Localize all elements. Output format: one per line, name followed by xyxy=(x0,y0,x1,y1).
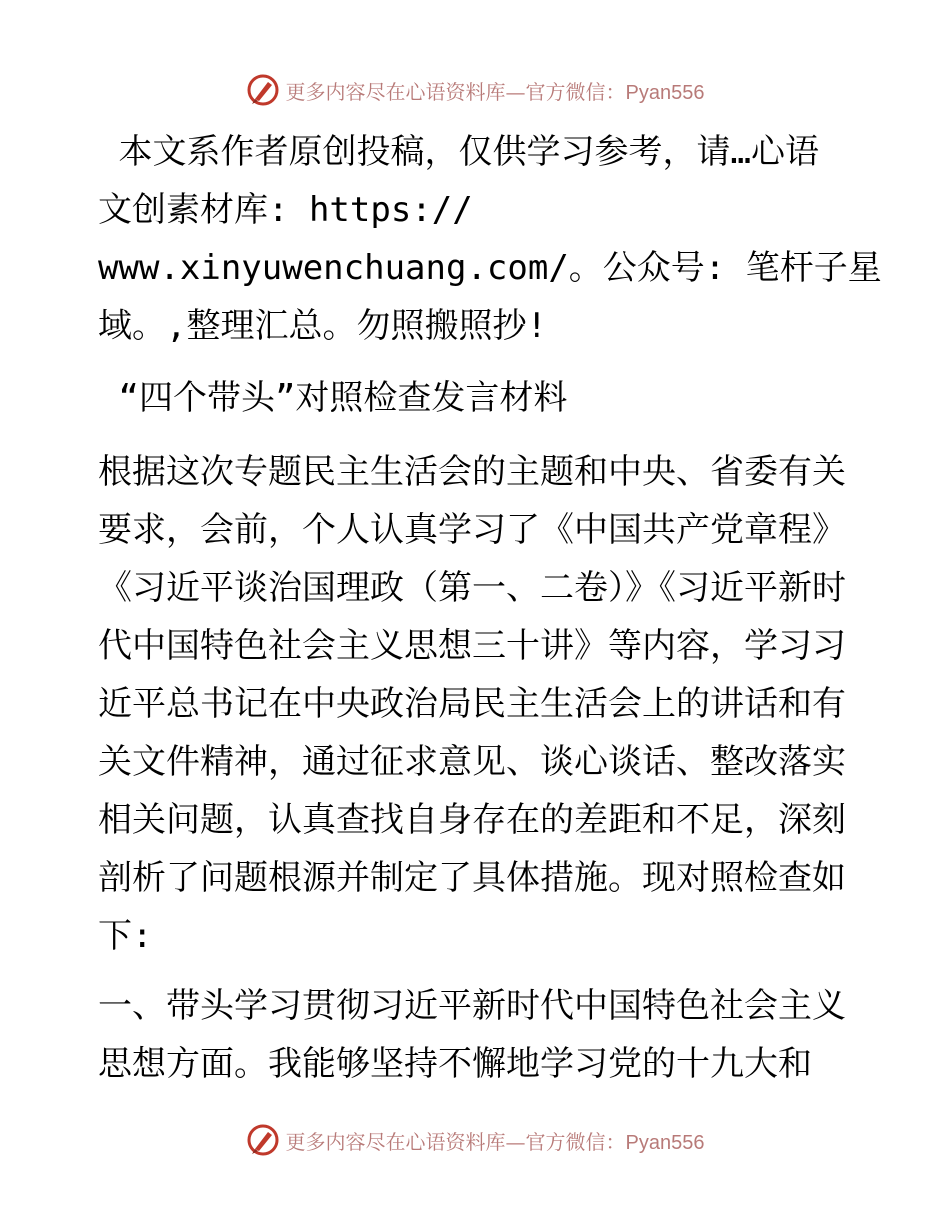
header-banner xyxy=(0,70,950,110)
intro-notice xyxy=(98,123,882,355)
footer-dash: — xyxy=(505,1129,526,1154)
quill-pen-seal-icon xyxy=(246,1123,280,1157)
intro-line: 本文系作者原创投稿，仅供学习参考，请…心语 xyxy=(98,132,819,172)
quill-pen-seal-icon xyxy=(246,73,280,107)
footer-banner xyxy=(0,1120,950,1160)
footer-wechat-id: Pyan556 xyxy=(625,1131,705,1154)
intro-line: 域。,整理汇总。勿照搬照抄! xyxy=(98,306,547,346)
intro-line: 文创素材库: https:// xyxy=(98,190,473,230)
footer-wechat-label: 官方微信： xyxy=(525,1129,626,1154)
footer-site-text: 更多内容尽在心语资料库 xyxy=(285,1129,506,1154)
intro-line: www.xinyuwenchuang.com/。公众号: 笔杆子星 xyxy=(98,248,882,288)
document-body xyxy=(98,123,882,1105)
paragraph-section-one: 一、带头学习贯彻习近平新时代中国特色社会主义思想方面。我能够坚持不懈地学习党的十九大和 xyxy=(98,986,846,1084)
header-site-text: 更多内容尽在心语资料库 xyxy=(285,79,506,104)
header-dash: — xyxy=(505,79,526,104)
footer-banner-text xyxy=(286,1126,705,1155)
header-wechat-label: 官方微信： xyxy=(525,79,626,104)
paragraph-preamble: 根据这次专题民主生活会的主题和中央、省委有关要求，会前，个人认真学习了《中国共产党章程》《习近平谈治国理政（第一、二卷）》《习近平新时代中国特色社会主义思想三十讲》等内容，学习习近平总书记在中央政治局民主生活会上的讲话和有关文件精神，通过征求意见、谈心谈话、整改落实相关问题，认真查找自身存在的差距和不足，深刻剖析了问题根源并制定了具体措施。现对照检查如下: xyxy=(98,452,846,956)
header-banner-text xyxy=(286,76,705,105)
header-wechat-id: Pyan556 xyxy=(625,81,705,104)
document-title: “四个带头”对照检查发言材料 xyxy=(98,378,568,418)
